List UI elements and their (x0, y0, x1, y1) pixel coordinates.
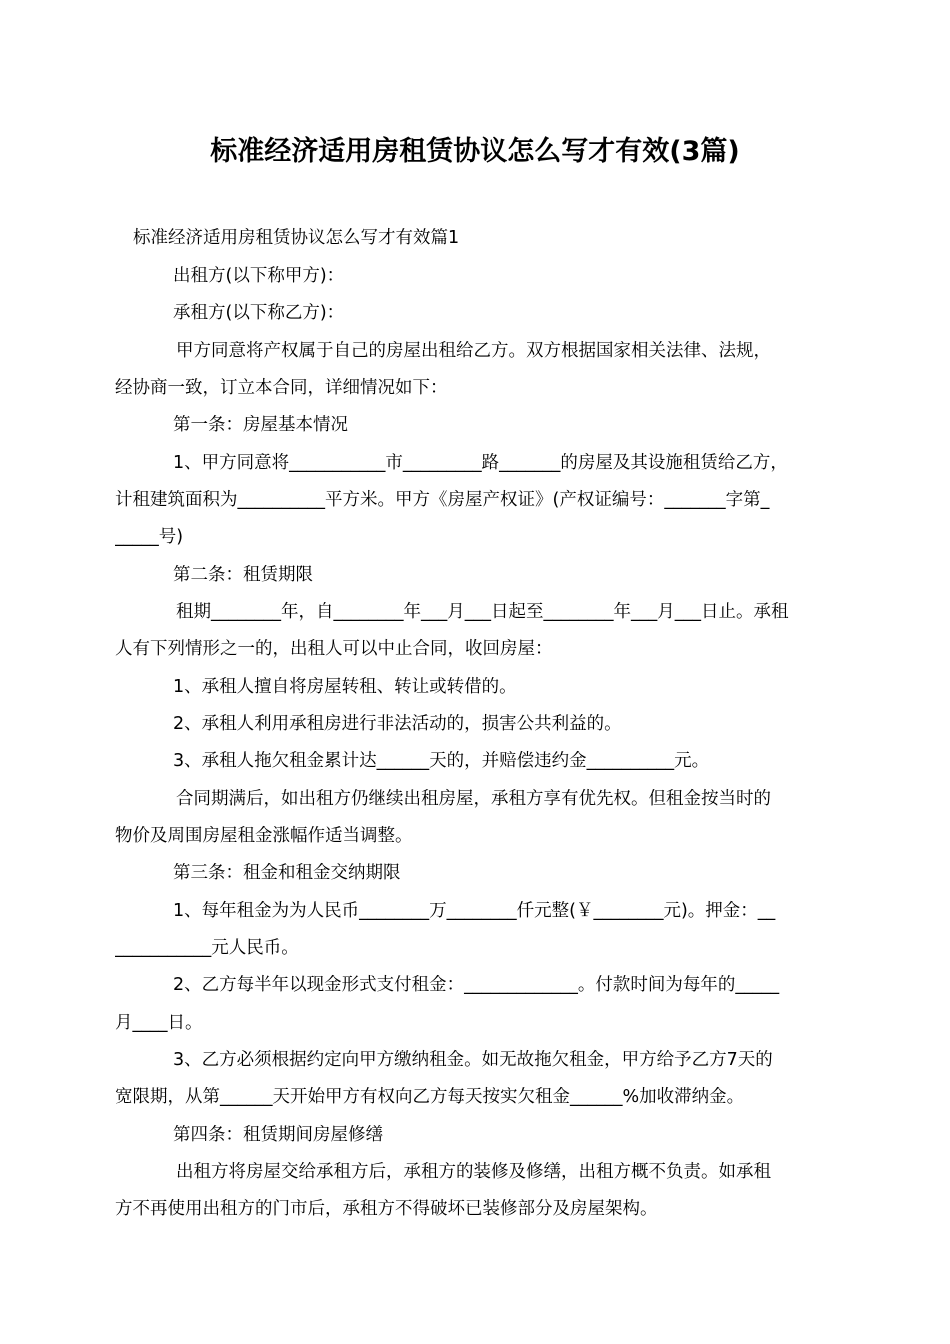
paragraph-line: 方不再使用出租方的门市后，承租方不得破坏已装修部分及房屋架构。 (115, 1199, 658, 1219)
paragraph-line: 承租方(以下称乙方)： (173, 303, 345, 323)
paragraph-line: 出租方将房屋交给承租方后，承租方的装修及修缮，出租方概不负责。如承租 (176, 1162, 771, 1182)
paragraph-line: 甲方同意将产权属于自己的房屋出租给乙方。双方根据国家相关法律、法规， (176, 341, 771, 361)
paragraph-line: 1、承租人擅自将房屋转租、转让或转借的。 (173, 677, 517, 697)
paragraph-line: 2、承租人利用承租房进行非法活动的，损害公共利益的。 (173, 714, 622, 734)
paragraph-line: ___________元人民币。 (115, 938, 299, 958)
paragraph-line: 1、甲方同意将___________市_________路_______的房屋及其设施租赁给乙方， (173, 453, 788, 473)
paragraph-line: 物价及周围房屋租金涨幅作适当调整。 (115, 826, 413, 846)
paragraph-line: 3、乙方必须根据约定向甲方缴纳租金。如无故拖欠租金，甲方给予乙方7天的 (173, 1050, 773, 1070)
paragraph-line: 月____日。 (115, 1013, 203, 1033)
paragraph-line: _____号) (115, 527, 184, 547)
paragraph-line: 宽限期，从第______天开始甲方有权向乙方每天按实欠租金______%加收滞纳金。 (115, 1087, 745, 1107)
paragraph-line: 经协商一致，订立本合同，详细情况如下： (115, 378, 448, 398)
paragraph-line: 计租建筑面积为__________平方米。甲方《房屋产权证》(产权证编号：_______字第_ (115, 490, 770, 510)
paragraph-line: 租期________年，自________年___月___日起至________年___月___日止。承租 (176, 602, 789, 622)
document-title: 标准经济适用房租赁协议怎么写才有效(3篇) (210, 136, 740, 167)
article-heading: 第三条：租金和租金交纳期限 (173, 863, 401, 883)
article-heading: 第一条：房屋基本情况 (173, 415, 348, 435)
paragraph-line: 合同期满后，如出租方仍继续出租房屋，承租方享有优先权。但租金按当时的 (176, 789, 771, 809)
paragraph-line: 1、每年租金为为人民币________万________仟元整(￥________元)。押金：__ (173, 901, 776, 921)
paragraph-line: 3、承租人拖欠租金累计达______天的，并赔偿违约金__________元。 (173, 751, 710, 771)
article-heading: 第四条：租赁期间房屋修缮 (173, 1125, 383, 1145)
section-heading: 标准经济适用房租赁协议怎么写才有效篇1 (133, 228, 460, 248)
paragraph-line: 人有下列情形之一的，出租人可以中止合同，收回房屋： (115, 639, 553, 659)
article-heading: 第二条：租赁期限 (173, 565, 313, 585)
paragraph-line: 出租方(以下称甲方)： (173, 266, 345, 286)
paragraph-line: 2、乙方每半年以现金形式支付租金：_____________。付款时间为每年的_____ (173, 975, 780, 995)
